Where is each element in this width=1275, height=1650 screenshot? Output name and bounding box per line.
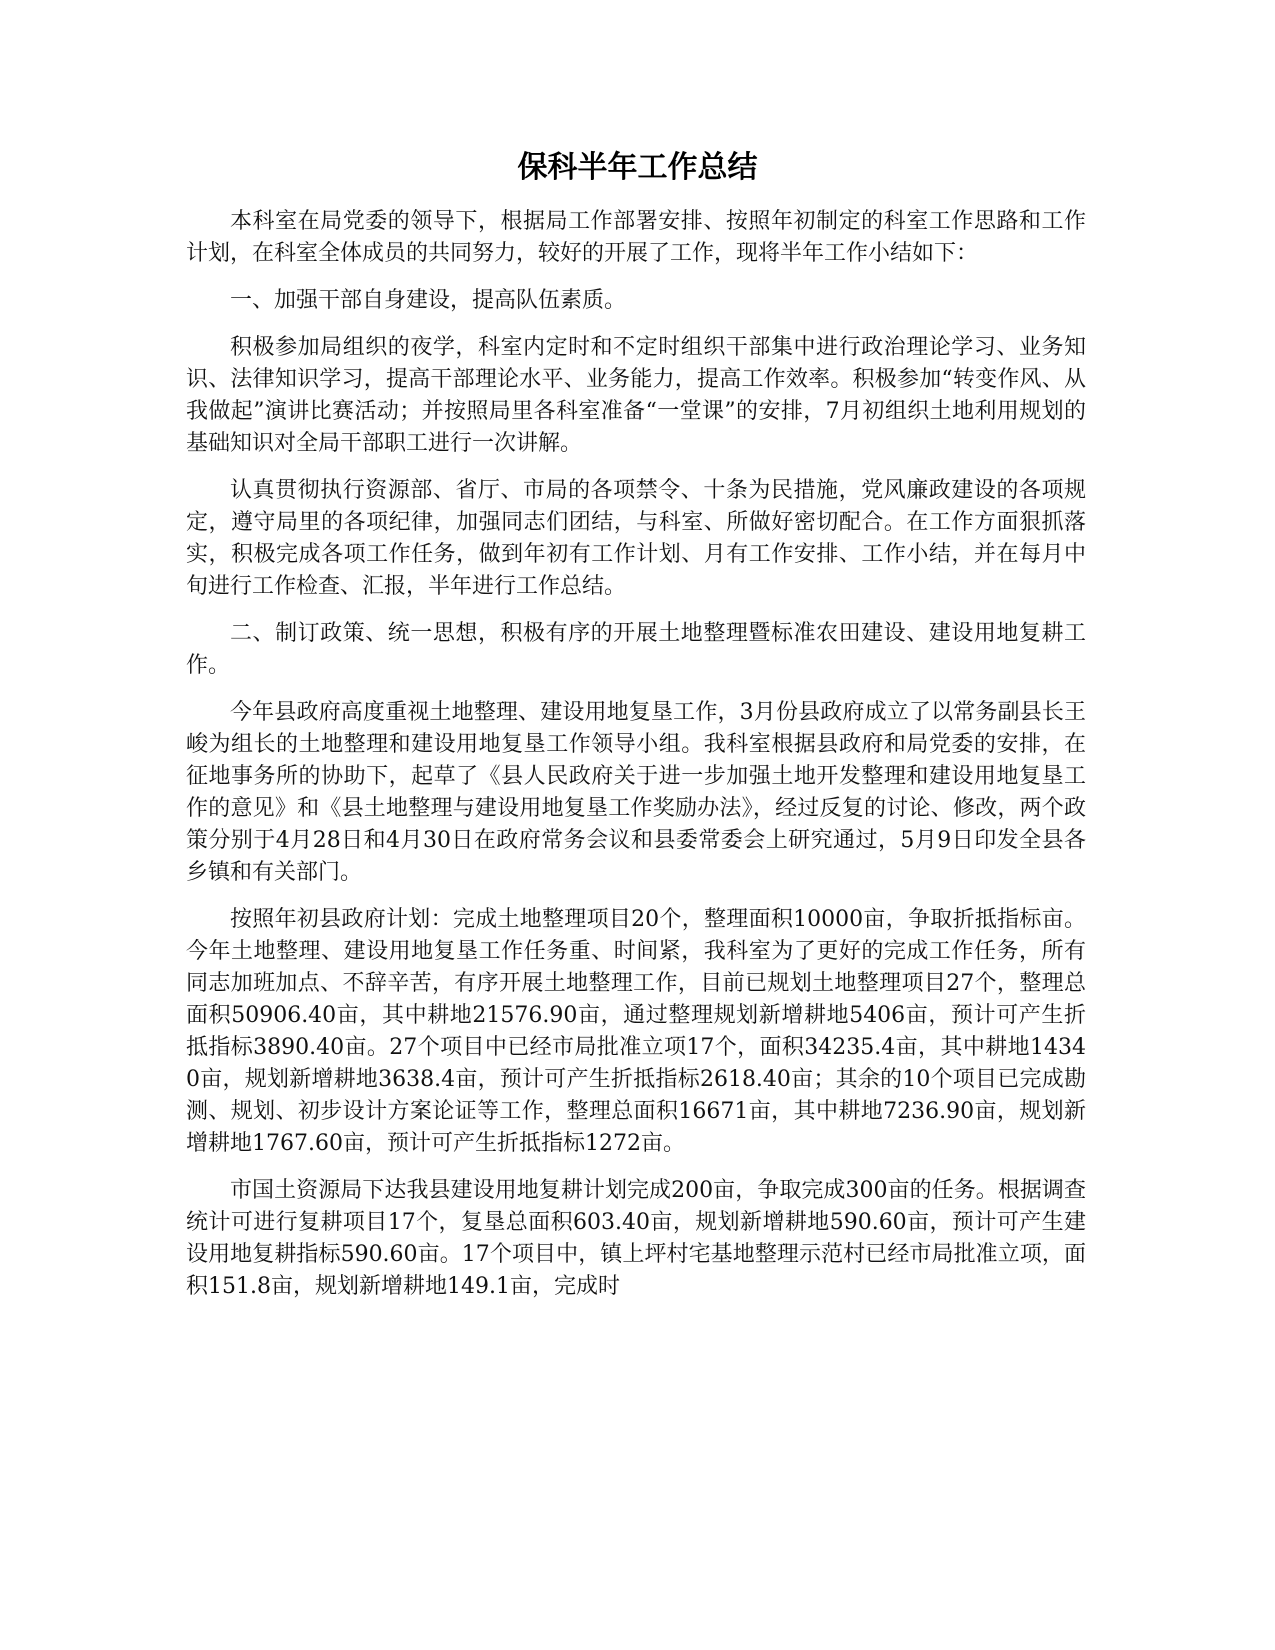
paragraph-intro: 本科室在局党委的领导下，根据局工作部署安排、按照年初制定的科室工作思路和工作计划，在科室全体成员的共同努力，较好的开展了工作，现将半年工作小结如下：: [186, 209, 1086, 266]
paragraph-study: 积极参加局组织的夜学，科室内定时和不定时组织干部集中进行政治理论学习、业务知识、法律知识学习，提高干部理论水平、业务能力，提高工作效率。积极参加“转变作风、从我做起”演讲比赛活动；并按照局里各科室准备“一堂课”的安排，7月初组织土地利用规划的基础知识对全局干部职工进行一次讲解。: [186, 335, 1086, 456]
paragraph-reclamation: 市国土资源局下达我县建设用地复耕计划完成200亩，争取完成300亩的任务。根据调查统计可进行复耕项目17个，复垦总面积603.40亩，规划新增耕地590.60亩，预计可产生建设用地复耕指标590.60亩。17个项目中，镇上坪村宅基地整理示范村已经市局批准立项，面积151.8亩，规划新增耕地149.1亩，完成时: [186, 1178, 1086, 1299]
section-heading-1: 一、加强干部自身建设，提高队伍素质。: [230, 288, 627, 313]
document-body: [186, 206, 1086, 1318]
document-title: 保科半年工作总结: [517, 150, 758, 185]
section-heading-2: 二、制订政策、统一思想，积极有序的开展土地整理暨标准农田建设、建设用地复耕工作。: [186, 621, 1086, 678]
paragraph-land-consolidation: 按照年初县政府计划：完成土地整理项目20个，整理面积10000亩，争取折抵指标亩。今年土地整理、建设用地复垦工作任务重、时间紧，我科室为了更好的完成工作任务，所有同志加班加点、不辞辛苦，有序开展土地整理工作，目前已规划土地整理项目27个，整理总面积50906.40亩，其中耕地21576.90亩，通过整理规划新增耕地5406亩，预计可产生折抵指标3890.40亩。27个项目中已经市局批准立项17个，面积34235.4亩，其中耕地14340亩，规划新增耕地3638.4亩，预计可产生折抵指标2618.40亩；其余的10个项目已完成勘测、规划、初步设计方案论证等工作，整理总面积16671亩，其中耕地7236.90亩，规划新增耕地1767.60亩，预计可产生折抵指标1272亩。: [186, 907, 1086, 1156]
paragraph-discipline: 认真贯彻执行资源部、省厅、市局的各项禁令、十条为民措施，党风廉政建设的各项规定，遵守局里的各项纪律，加强同志们团结，与科室、所做好密切配合。在工作方面狠抓落实，积极完成各项工作任务，做到年初有工作计划、月有工作安排、工作小结，并在每月中旬进行工作检查、汇报，半年进行工作总结。: [186, 478, 1086, 599]
paragraph-policy: 今年县政府高度重视土地整理、建设用地复垦工作，3月份县政府成立了以常务副县长王峻为组长的土地整理和建设用地复垦工作领导小组。我科室根据县政府和局党委的安排，在征地事务所的协助下，起草了《县人民政府关于进一步加强土地开发整理和建设用地复垦工作的意见》和《县土地整理与建设用地复垦工作奖励办法》，经过反复的讨论、修改，两个政策分别于4月28日和4月30日在政府常务会议和县委常委会上研究通过，5月9日印发全县各乡镇和有关部门。: [186, 700, 1086, 885]
